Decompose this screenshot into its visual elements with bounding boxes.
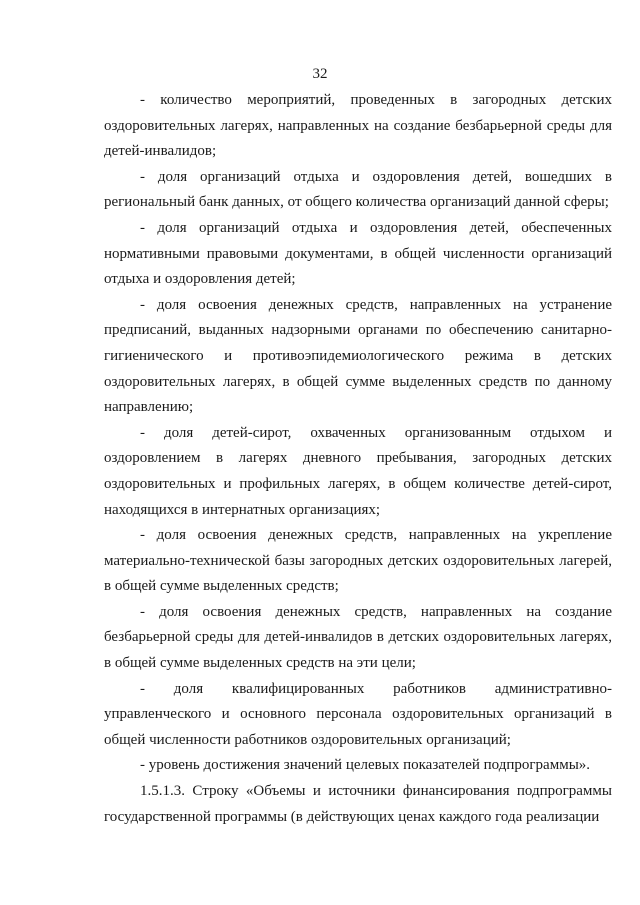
list-item-regional-databank-share: - доля организаций отдыха и оздоровления детей, вошедших в региональный банк данных, от общего количества организаций данной сферы; [104, 168, 612, 211]
list-item-sanitary-funds-share: - доля освоения денежных средств, направленных на устранение предписаний, выданных надзорными органами по обеспечению санитарно-гигиенического и противоэпидемиологического режима в детских оздоровительных лагерях, в общей сумме выделенных средств по данному направлению; [104, 296, 612, 416]
document-body [104, 88, 612, 830]
list-item-qualified-staff-share: - доля квалифицированных работников административно-управленческого и основного персонала оздоровительных организаций в общей численности работников оздоровительных организаций; [104, 680, 612, 748]
list-item-regulatory-docs-share: - доля организаций отдыха и оздоровления детей, обеспеченных нормативными правовыми документами, в общей численности организаций отдыха и оздоровления детей; [104, 219, 612, 288]
list-item-material-base-funds-share: - доля освоения денежных средств, направленных на укрепление материально-технической базы загородных детских оздоровительных лагерей, в общей сумме выделенных средств; [104, 527, 612, 595]
page-number: 32 [312, 66, 328, 82]
list-item-event-count: - количество мероприятий, проведенных в загородных детских оздоровительных лагерях, направленных на создание безбарьерной среды для детей-инвалидов; [104, 92, 612, 160]
list-item-orphans-coverage-share: - доля детей-сирот, охваченных организованным отдыхом и оздоровлением в лагерях дневного пребывания, загородных детских оздоровительных и профильных лагерях, в общем количестве детей-сирот, находящихся в интернатных организациях; [104, 424, 612, 518]
list-item-barrier-free-funds-share: - доля освоения денежных средств, направленных на создание безбарьерной среды для детей-инвалидов в детских оздоровительных лагерях, в общей сумме выделенных средств на эти цели; [104, 603, 612, 672]
section-paragraph-1-5-1-3: 1.5.1.3. Строку «Объемы и источники финансирования подпрограммы государственной программы (в действующих ценах каждого года реализации [104, 783, 612, 825]
list-item-target-achievement-level: - уровень достижения значений целевых показателей подпрограммы». [140, 757, 591, 774]
